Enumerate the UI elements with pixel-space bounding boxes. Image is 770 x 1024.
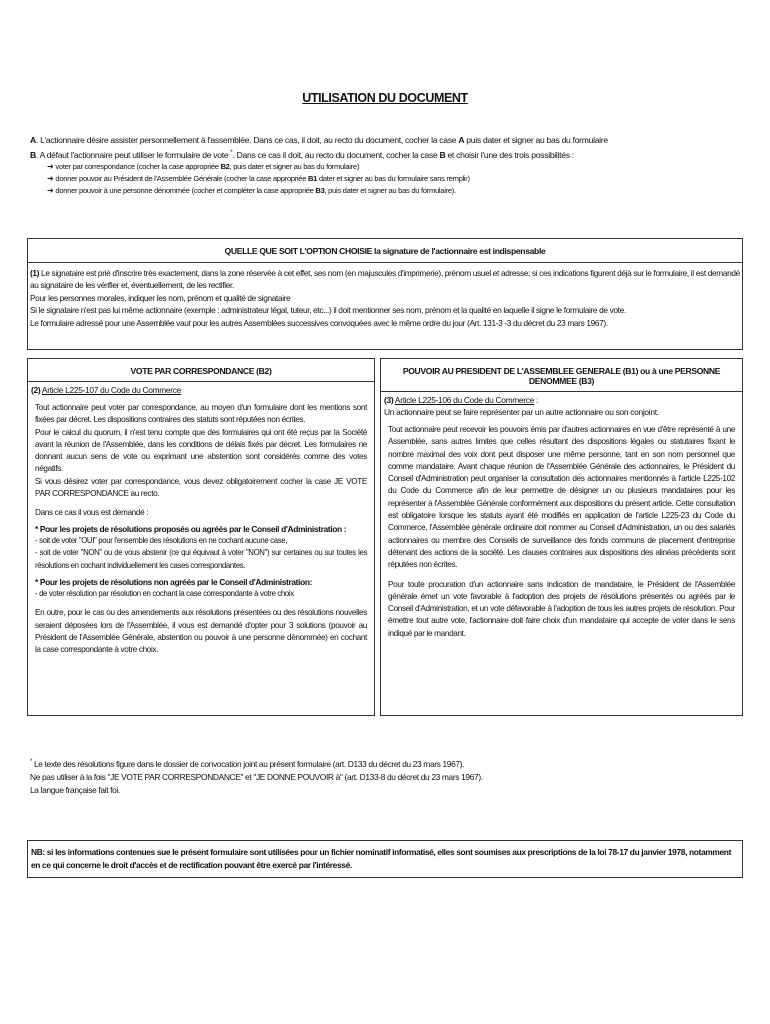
option-code: B2 (220, 161, 230, 171)
signature-heading-rest: la signature de l'actionnaire est indispensable (372, 246, 546, 256)
proxy-paragraph: Pour toute procuration d'un actionnaire sans indication de mandataire, le Président de l'Assemblée générale émet un vote favorable à l'adoption des projets de résolutions présentés ou agréés par le Conseil d'Administration, et un vote défavorable à l'adoption de tous les autres projets de résolution. Pour émettre tout autre vote, l'actionnaire doit faire choix d'un mandataire qui accepte de voter dans le sens indiqué par le mandant. (388, 579, 735, 638)
option-b1 (30, 173, 750, 185)
vote-subheading: * Pour les projets de résolutions proposés ou agréés par le Conseil d'Administration : (35, 523, 347, 534)
proxy-paragraph: Tout actionnaire peut recevoir les pouvoirs émis par d'autres actionnaires en vue d'être représenté à une Assemblée, sans autres limites que celles résultant des dispositions légales ou statutaires fixant le nombre maximal des voix dont peut disposer une même personne, tant en son nom personnel que comme mandataire. Avant chaque réunion de l'Assemblée Générale des actionnaires, le Président du Conseil d'Administration peut organiser la consultation des actionnaires mentionnés à l'article L225-102 du Code du Commerce afin de leur permettre de désigner un ou plusieurs mandataires pour les représenter à l'Assemblée Générale conformément aux dispositions du présent article. Cette consultation est obligatoire lorsque les statuts ayant été modifiés en application de l'article L225-23 du Code du Commerce, l'Assemblée générale ordinaire doit nommer au Conseil d'Administration, un ou des salariés actionnaires ou membre des Conseils de surveillance des fonds communs de placement d'entreprise détenant des actions de la société. Les clauses contraires aux dispositions des alinéas précédents sont réputées non écrites. (388, 425, 735, 570)
proxy-box (380, 358, 743, 716)
vote-option: - soit de voter "NON" ou de vous abstenir (ce qui équivaut à voter "NON") sur certaines ou sur toutes les résolutions en cochant individuellement les cases correspondantes. (35, 548, 367, 570)
footnote-star: * (30, 759, 32, 765)
option-b2 (30, 161, 750, 173)
nb-text: NB: si les informations contenues sue le présent formulaire sont utilisées pour un fichier nominatif informatisé, elles sont soumises aux prescriptions de la loi 78-17 du janvier 1978, notamment en ce qui concerne le droit d'accès et de rectification pouvant être exercé par l'intéressé. (31, 847, 732, 870)
letter-b: B (30, 149, 36, 160)
box-a-ref: A (458, 135, 465, 145)
option-text-end: , puis dater et signer au bas du formulaire) (229, 161, 360, 171)
vote-body (28, 395, 374, 657)
signature-body (28, 263, 742, 329)
intro-b-text-end: et choisir l'une des trois possibilités : (445, 149, 574, 160)
intro-a-text: . L'actionnaire désire assister personnellement à l'assemblée. Dans ce cas, il doit, au recto du document, cocher la case (35, 135, 459, 145)
vote-correspondance-box (27, 358, 375, 716)
signature-heading (28, 239, 742, 256)
box-b-ref: B (439, 149, 446, 160)
proxy-heading: POUVOIR AU PRESIDENT DE L'ASSEMBLEE GENERALE (B1) ou à une PERSONNE DENOMMEE (B3) (402, 366, 721, 386)
arrow-icon: ➜ (47, 174, 54, 184)
option-b3 (30, 185, 750, 197)
footnote-star: * (230, 149, 233, 156)
option-text-end: dater et signer au bas du formulaire sans remplir) (317, 174, 470, 184)
signature-paragraph-4: Le formulaire adressé pour une Assemblée vaut pour les autres Assemblées successives convoquées avec le même ordre du jour (Art. 131-3 -3 du décret du 23 mars 1967). (30, 317, 608, 328)
option-text: voter par correspondance (cocher la case appropriée (55, 161, 221, 171)
arrow-icon: ➜ (47, 161, 54, 171)
footnote-number: (3) (384, 395, 394, 405)
intro-line-b (30, 147, 750, 161)
footnote-text: Le texte des résolutions figure dans le dossier de convocation joint au présent formulaire (art. D133 du décret du 23 mars 1967). (32, 758, 465, 769)
option-text-end: , puis dater et signer au bas du formulaire). (324, 186, 456, 196)
proxy-body (381, 417, 742, 640)
footnote-1 (30, 756, 730, 771)
option-code: B1 (307, 174, 318, 184)
vote-article-ref (28, 382, 374, 395)
article-link: Article L225-107 du Code du Commerce (41, 385, 182, 395)
intro-b-text: . A défaut l'actionnaire peut utiliser le formulaire de vote (35, 149, 231, 160)
proxy-intro: Un actionnaire peut se faire représenter par un autre actionnaire ou son conjoint. (384, 407, 659, 417)
vote-subheading: * Pour les projets de résolutions non agréés par le Conseil d'Administration: (35, 576, 313, 587)
intro-a-text-end: puis dater et signer au bas du formulaire (464, 135, 608, 145)
footnotes (30, 756, 730, 797)
footnote-number: (2) (31, 385, 41, 395)
vote-option: - soit de voter "OUI" pour l'ensemble des résolutions en ne cochant aucune case, (35, 535, 288, 545)
vote-heading: VOTE PAR CORRESPONDANCE (B2) (130, 366, 272, 376)
option-text: donner pouvoir à une personne dénommée (cocher et compléter la case appropriée (55, 186, 316, 196)
article-link: Article L225-106 du Code du Commerce (394, 395, 535, 405)
vote-option: - de voter résolution par résolution en cochant la case correspondante à votre choix (35, 589, 294, 599)
signature-heading-bold: QUELLE QUE SOIT L'OPTION CHOISIE (224, 246, 373, 256)
nb-box (27, 840, 743, 878)
signature-paragraph-2: Pour les personnes morales, indiquer les nom, prénom et qualité de signataire (30, 292, 291, 303)
colon: : (534, 395, 539, 405)
signature-text: Le signataire est prié d'inscrire très exactement, dans la zone réservée à cet effet, ses nom (en majuscules d'imprimerie), prénom usuel et adresse; si ces indications figurent déjà sur le formulaire, il est demandé au signataire de les vérifier et, éventuellement, de les rectifier. (30, 268, 740, 291)
vote-paragraph: Tout actionnaire peut voter par correspondance, au moyen d'un formulaire dont les mentions sont fixées par décret. Les dispositions contraires des statuts sont réputées non écrites. (35, 403, 367, 425)
footnote-number: (1) (30, 268, 40, 278)
proxy-article-ref (381, 392, 742, 405)
intro-section (30, 134, 750, 198)
intro-b-text-mid: . Dans ce cas il doit, au recto du document, cocher la case (232, 149, 440, 160)
vote-paragraph: Pour le calcul du quorum, il n'est tenu compte que des formulaires qui ont été reçus par la Société avant la réunion de l'Assemblée, dans les conditions de délais fixés par décret. Les formulaires ne donnant aucun sens de vote ou exprimant une abstention sont considérés comme des votes négatifs. (35, 427, 367, 474)
letter-a: A (30, 135, 36, 145)
vote-paragraph: En outre, pour le cas ou des amendements aux résolutions présentées ou des résolutions nouvelles seraient déposées lors de l'Assemblée, il vous est demandé d'opter pour 3 solutions (pouvoir au Président de l'Assemblée Générale, abstention ou pouvoir à une personne dénommée) en cochant la case correspondante à votre choix. (35, 608, 367, 655)
option-text: donner pouvoir au Président de l'Assemblée Générale (cocher la case appropriée (55, 174, 308, 184)
footnote-3: La langue française fait foi. (30, 784, 120, 795)
arrow-icon: ➜ (47, 186, 54, 196)
vote-paragraph: Dans ce cas il vous est demandé : (35, 508, 149, 518)
footnote-2: Ne pas utiliser à la fois "JE VOTE PAR CORRESPONDANCE" et "JE DONNE POUVOIR à" (art. D133-8 du décret du 23 mars 1967). (30, 771, 483, 782)
option-code: B3 (315, 186, 325, 196)
signature-paragraph-3: Si le signataire n'est pas lui même actionnaire (exemple : administrateur légal, tuteur, etc...) il doit mentionner ses nom, prénom et la qualité en laquelle il signe le formulaire de vote. (30, 305, 626, 316)
signature-paragraph-1 (30, 267, 740, 292)
vote-paragraph: Si vous désirez voter par correspondance, vous devez obligatoirement cocher la case JE VOTE PAR CORRESPONDANCE au recto. (35, 476, 367, 499)
intro-line-a (30, 134, 750, 147)
signature-box (27, 238, 743, 350)
page-title: UTILISATION DU DOCUMENT (302, 91, 468, 105)
